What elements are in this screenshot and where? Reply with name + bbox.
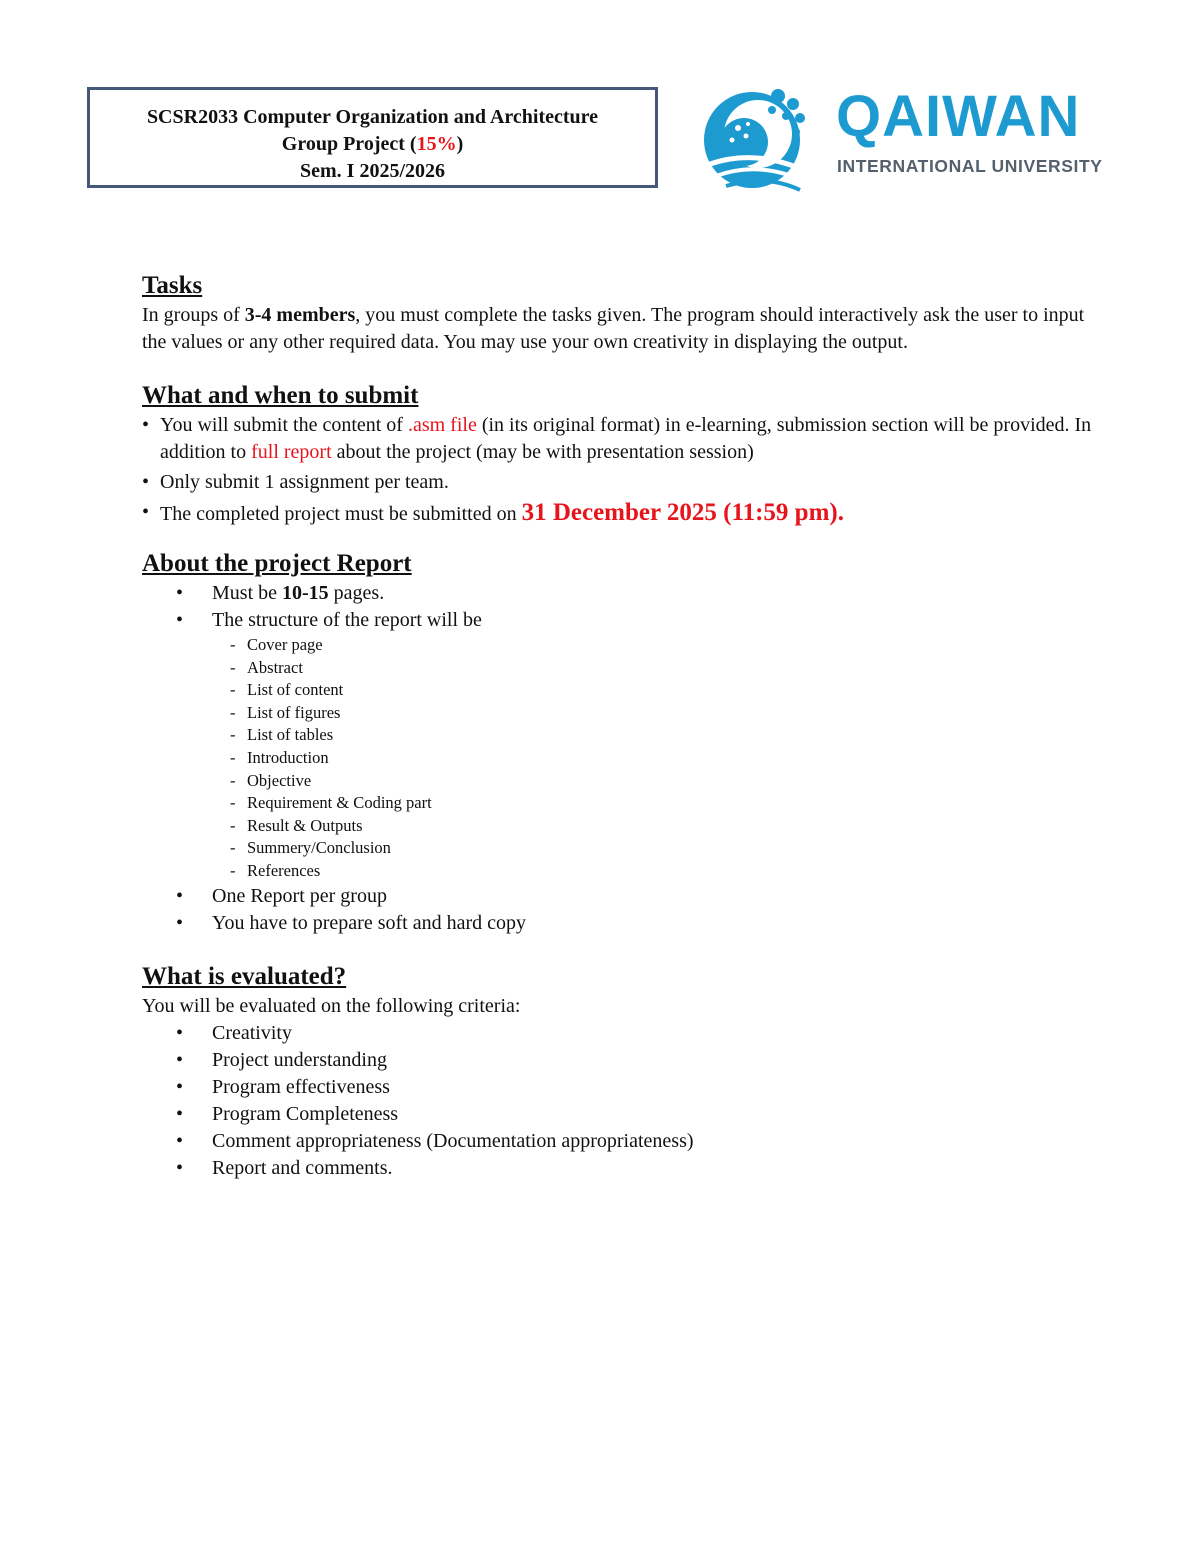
course-header-box xyxy=(87,87,658,188)
evaluation-criteria-list xyxy=(176,1020,1102,1182)
submit-list xyxy=(142,412,1102,528)
structure-item: - Result & Outputs xyxy=(227,815,1102,838)
submit-item-file-a: You will submit the content of xyxy=(160,414,408,436)
structure-item: - List of tables xyxy=(227,724,1102,747)
criterion-item: • Report and comments. xyxy=(176,1155,1102,1182)
logo-subtitle: INTERNATIONAL UNIVERSITY xyxy=(837,156,1103,176)
report-list xyxy=(176,580,1102,634)
qaiwan-globe-logo-icon xyxy=(696,84,826,194)
structure-item: - References xyxy=(227,860,1102,883)
tasks-text xyxy=(142,302,1102,356)
structure-item: - Objective xyxy=(227,770,1102,793)
tasks-heading: Tasks xyxy=(142,272,203,299)
criterion-item: • Comment appropriateness (Documentation appropriateness) xyxy=(176,1128,1102,1155)
report-section xyxy=(142,548,1102,937)
report-item-pages xyxy=(176,580,1102,607)
structure-item: - Introduction xyxy=(227,747,1102,770)
evaluation-section xyxy=(142,961,1102,1182)
structure-item: - List of figures xyxy=(227,702,1102,725)
asm-file-highlight: .asm file xyxy=(407,414,477,436)
report-item-structure: • The structure of the report will be xyxy=(176,607,1102,634)
criterion-item: • Program effectiveness xyxy=(176,1074,1102,1101)
report-structure-list xyxy=(227,634,1102,883)
tasks-section xyxy=(142,270,1102,356)
criterion-item: • Project understanding xyxy=(176,1047,1102,1074)
course-title: SCSR2033 Computer Organization and Architecture xyxy=(146,106,599,128)
evaluation-intro: You will be evaluated on the following criteria: xyxy=(142,994,521,1017)
submit-item-team: • Only submit 1 assignment per team. xyxy=(142,469,1102,496)
structure-item: - Requirement & Coding part xyxy=(227,792,1102,815)
structure-item: - Abstract xyxy=(227,657,1102,680)
report-pages-a: Must be xyxy=(212,582,282,604)
submit-heading: What and when to submit xyxy=(142,382,419,409)
report-heading: About the project Report xyxy=(142,550,412,577)
semester-line: Sem. I 2025/2026 xyxy=(300,160,445,182)
deadline-text: The completed project must be submitted on xyxy=(160,503,522,525)
university-logo xyxy=(696,84,1103,194)
criterion-item: • Program Completeness xyxy=(176,1101,1102,1128)
submit-item-file xyxy=(142,412,1102,466)
submit-item-deadline xyxy=(142,499,1102,528)
submit-section xyxy=(142,380,1102,528)
submit-item-file-c: about the project (may be with presentation session) xyxy=(331,441,754,463)
full-report-highlight: full report xyxy=(251,441,332,463)
document-body xyxy=(142,270,1102,1182)
structure-item: - Summery/Conclusion xyxy=(227,837,1102,860)
tasks-text-a: In groups of xyxy=(142,304,245,326)
project-label: Group Project ( xyxy=(281,133,417,155)
project-percent: 15% xyxy=(416,133,457,155)
tasks-members: 3-4 members xyxy=(244,304,356,326)
project-label-close: ) xyxy=(456,133,464,155)
tasks-text-b: , you must complete the tasks given. The program should interactively ask the user to input the values or any other required data. You may use your own creativity in displaying the output. xyxy=(142,304,1085,353)
deadline-date: 31 December 2025 (11:59 pm). xyxy=(521,499,844,526)
report-list-2 xyxy=(176,883,1102,937)
project-weight-line xyxy=(90,131,655,158)
report-pages-count: 10-15 xyxy=(282,582,329,604)
criterion-item: • Creativity xyxy=(176,1020,1102,1047)
logo-wordmark: QAIWAN xyxy=(836,84,1081,149)
submit-item-file-b: (in its original format) in e-learning, submission section will be provided. In addition to xyxy=(160,414,1092,463)
evaluation-heading: What is evaluated? xyxy=(142,962,347,990)
structure-item: - List of content xyxy=(227,679,1102,702)
report-item-copies: • You have to prepare soft and hard copy xyxy=(176,910,1102,937)
structure-item: - Cover page xyxy=(227,634,1102,657)
report-item-one-per-group: • One Report per group xyxy=(176,883,1102,910)
report-pages-b: pages. xyxy=(328,582,385,604)
